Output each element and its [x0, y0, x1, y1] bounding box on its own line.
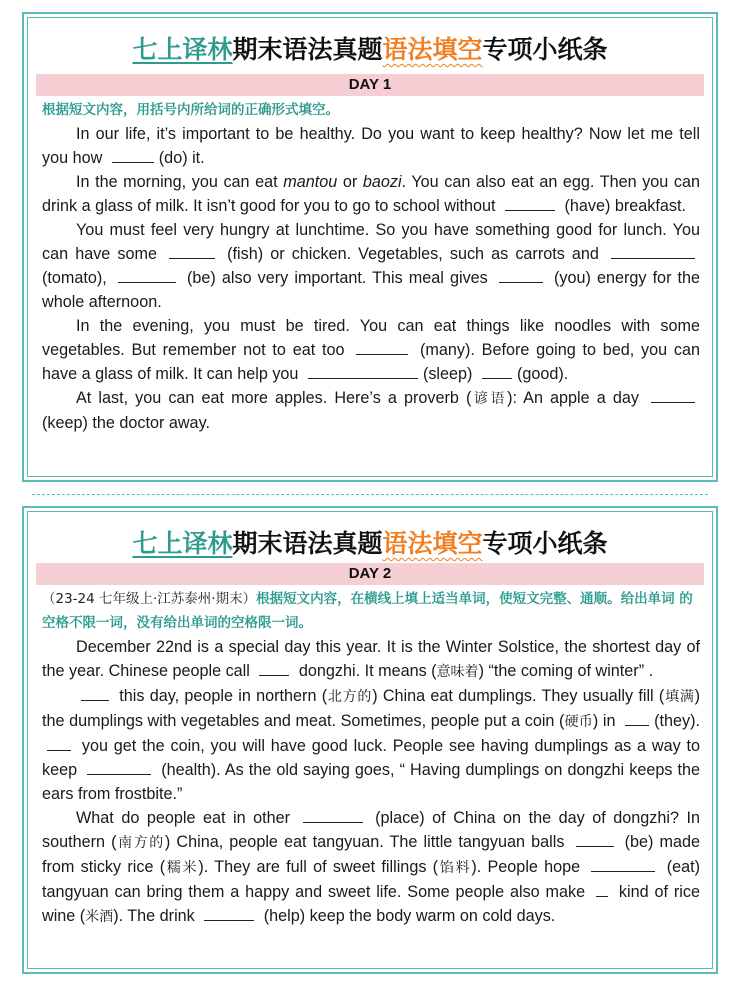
answer-blank[interactable]: [47, 736, 71, 751]
instruction: [42, 587, 702, 635]
chinese-gloss: 填满: [664, 689, 695, 705]
passage-text: you get the coin, you will have good luck. People see having dumplings as a way to keep: [42, 737, 701, 779]
chinese-gloss: 糯米: [165, 860, 199, 876]
passage-text: (tomato),: [42, 269, 107, 287]
answer-blank[interactable]: [81, 686, 109, 701]
passage-text: (eat) tangyuan can bring them a happy and sweet life. Some people also make: [42, 858, 701, 901]
answer-blank[interactable]: [204, 906, 254, 921]
passage-text: ) “the coming of winter” .: [478, 662, 654, 680]
answer-blank[interactable]: [303, 808, 363, 823]
worksheet-card-day2: [22, 506, 718, 974]
passage-text: You must feel very hungry at lunchtime. So you have something good for lunch. You can have some: [42, 221, 700, 263]
passage-text: (place) of China on the day of dongzhi? In southern (: [42, 809, 701, 851]
passage-text: (fish) or chicken. Vegetables, such as carrots and: [227, 245, 599, 263]
answer-blank[interactable]: [505, 196, 555, 211]
source-note: （23-24 七年级上·江苏泰州·期末）: [42, 591, 257, 607]
passage-text: (good).: [516, 365, 569, 383]
paragraph: [42, 314, 700, 386]
passage-text: December 22nd is a special day this year. It is the Winter Solstice, the shortest day of the year. Chinese people call: [42, 638, 700, 680]
paragraph: [42, 684, 700, 806]
answer-blank[interactable]: [87, 760, 151, 775]
day-band: DAY 1: [36, 74, 704, 96]
title-part-suffix: 专项小纸条: [482, 529, 608, 558]
answer-blank[interactable]: [308, 364, 418, 379]
answer-blank[interactable]: [356, 340, 408, 355]
passage-text: kind of rice wine (: [42, 883, 700, 925]
title-part-exam: 期末语法真题: [232, 35, 383, 64]
passage-text: 根据短文内容，在横线上填上适当单词，使短文完整、通顺。给出单词 的空格不限一词，没有给出单词的空格限一词。: [42, 591, 693, 631]
worksheet-card-day1: [22, 12, 718, 482]
answer-blank[interactable]: [112, 148, 154, 163]
answer-blank[interactable]: [611, 244, 695, 259]
chinese-gloss: 馅料: [438, 860, 472, 876]
chinese-gloss: 谚语: [471, 391, 508, 407]
passage-text: In our life, it’s important to be healthy. Do you want to keep healthy? Now let me tell you how: [42, 125, 700, 167]
title-part-topic: 语法填空: [382, 529, 483, 558]
passage: [42, 635, 700, 929]
chinese-gloss: 意味着: [436, 664, 479, 680]
title-part-suffix: 专项小纸条: [482, 35, 608, 64]
answer-blank[interactable]: [259, 661, 289, 676]
passage-text: (keep) the doctor away.: [42, 414, 210, 432]
passage-text: (be) also very important. This meal gives: [187, 269, 488, 287]
answer-blank[interactable]: [118, 268, 176, 283]
passage-text: (many). Before going to bed, you can have a glass of milk. It can help you: [42, 341, 701, 383]
passage-text: ) in: [592, 712, 616, 730]
passage-text: (do) it.: [158, 149, 205, 167]
passage-text: (help) keep the body warm on cold days.: [263, 907, 556, 925]
title-part-grade: 七上译林: [132, 35, 233, 64]
answer-blank[interactable]: [591, 857, 655, 872]
paragraph: [42, 806, 700, 929]
passage-text: dongzhi. It means (: [298, 662, 437, 680]
passage-text: . You can also eat an egg. Then you can drink a glass of milk. It isn’t good for you to go to school without: [42, 173, 701, 215]
chinese-gloss: 南方的: [116, 835, 165, 851]
passage-text: ). People hope: [471, 858, 581, 876]
card-title: [24, 524, 716, 560]
instruction: 根据短文内容，用括号内所给词的正确形式填空。: [42, 102, 339, 118]
title-part-grade: 七上译林: [132, 529, 233, 558]
answer-blank[interactable]: [596, 882, 608, 897]
passage-text: ) China, people eat tangyuan. The little tangyuan balls: [164, 833, 565, 851]
passage-text: ) the dumplings with vegetables and meat. Sometimes, people put a coin (: [42, 687, 701, 730]
answer-blank[interactable]: [651, 388, 695, 403]
passage: [42, 122, 700, 435]
paragraph: [42, 170, 700, 218]
passage-text: this day, people in northern (: [119, 687, 328, 705]
answer-blank[interactable]: [169, 244, 215, 259]
paragraph: [42, 635, 700, 684]
answer-blank[interactable]: [625, 711, 649, 726]
paragraph: [42, 386, 700, 435]
passage-text: baozi: [362, 173, 402, 191]
passage-text: What do people eat in other: [76, 809, 291, 827]
passage-text: mantou: [283, 173, 338, 191]
passage-text: At last, you can eat more apples. Here’s a proverb (: [76, 389, 472, 407]
passage-text: In the evening, you must be tired. You can eat things like noodles with some vegetables. But remember not to eat too: [42, 317, 700, 359]
passage-text: or: [342, 173, 358, 191]
answer-blank[interactable]: [482, 364, 512, 379]
paragraph: [42, 218, 700, 314]
title-part-topic: 语法填空: [382, 35, 483, 64]
title-part-exam: 期末语法真题: [232, 529, 383, 558]
chinese-gloss: 北方的: [327, 689, 373, 705]
passage-text: ) China eat dumplings. They usually fill (: [372, 687, 665, 705]
card-title: [24, 30, 716, 66]
answer-blank[interactable]: [576, 832, 614, 847]
day-band: DAY 2: [36, 563, 704, 585]
answer-blank[interactable]: [499, 268, 543, 283]
chinese-gloss: 米酒: [85, 909, 114, 925]
passage-text: (have) breakfast.: [564, 197, 686, 215]
cut-line: [32, 494, 708, 495]
paragraph: [42, 122, 700, 170]
passage-text: (they).: [654, 712, 701, 730]
passage-text: ). The drink: [113, 907, 195, 925]
passage-text: (be) made from sticky rice (: [42, 833, 701, 876]
passage-text: (you) energy for the whole afternoon.: [42, 269, 701, 311]
passage-text: ): An apple a day: [507, 389, 639, 407]
chinese-gloss: 硬币: [564, 714, 593, 730]
passage-text: (health). As the old saying goes, “ Having dumplings on dongzhi keeps the ears from frostbite.”: [42, 761, 700, 803]
passage-text: ). They are full of sweet fillings (: [198, 858, 439, 876]
passage-text: (sleep): [422, 365, 473, 383]
passage-text: In the morning, you can eat: [76, 173, 278, 191]
